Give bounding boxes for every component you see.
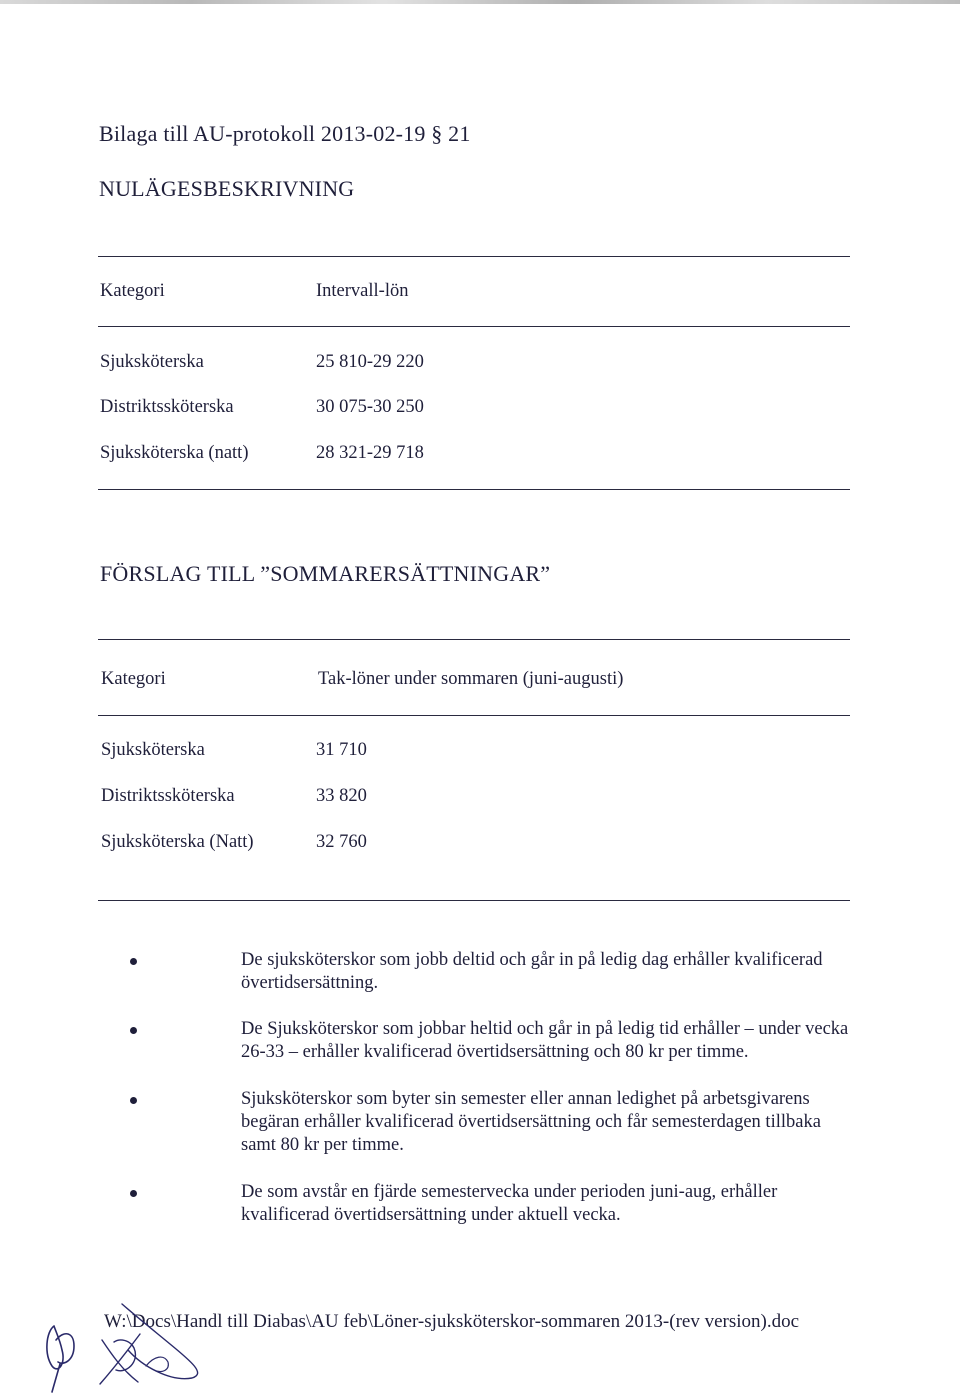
current-col-category-header: Kategori — [100, 281, 165, 301]
current-row-value: 30 075-30 250 — [316, 397, 424, 417]
bullet-text: De Sjuksköterskor som jobbar heltid och går in på ledig tid erhåller – under vecka 26-33 – erhåller kvalificerad övertidsersättning och 80 kr per timme. — [241, 1019, 849, 1062]
bullet-marker — [130, 1190, 137, 1197]
current-row-category: Sjuksköterska — [100, 352, 204, 372]
proposal-row-value: 33 820 — [316, 786, 367, 806]
proposal-row-category: Distriktssköterska — [101, 786, 235, 806]
footer-file-path: W:\Docs\Handl till Diabas\AU feb\Löner-sjuksköterskor-sommaren 2013-(rev version).doc — [104, 1311, 800, 1332]
current-row-value: 28 321-29 718 — [316, 443, 424, 463]
proposal-row-category: Sjuksköterska — [101, 740, 205, 760]
document-title: Bilaga till AU-protokoll 2013-02-19 § 21 — [99, 121, 471, 146]
table-rule-header — [98, 326, 850, 327]
bullet-text: De som avstår en fjärde semestervecka under perioden juni-aug, erhåller kvalificerad övertidsersättning under aktuell vecka. — [241, 1182, 778, 1225]
current-row-value: 25 810-29 220 — [316, 352, 424, 372]
proposal-rule-bottom — [98, 900, 850, 901]
table-rule-bottom — [98, 489, 850, 490]
current-col-value-header: Intervall-lön — [316, 281, 409, 301]
proposal-rule-top — [98, 639, 850, 640]
current-row-category: Distriktssköterska — [100, 397, 234, 417]
proposal-row-value: 32 760 — [316, 832, 367, 852]
proposal-row-value: 31 710 — [316, 740, 367, 760]
table-rule-top — [98, 256, 850, 257]
current-row-category: Sjuksköterska (natt) — [100, 443, 249, 463]
section-heading-current-state: NULÄGESBESKRIVNING — [99, 176, 355, 201]
proposal-rule-header — [98, 715, 850, 716]
bullet-marker — [130, 958, 137, 965]
bullet-marker — [130, 1097, 137, 1104]
bullet-text: Sjuksköterskor som byter sin semester eller annan ledighet på arbetsgivarens begäran erhåller kvalificerad övertidsersättning och får semesterdagen tillbaka samt 80 kr per timme. — [241, 1089, 821, 1155]
section-heading-proposal: FÖRSLAG TILL ”SOMMARERSÄTTNINGAR” — [100, 561, 551, 586]
handwritten-signature — [30, 1270, 230, 1394]
bullet-text: De sjuksköterskor som jobb deltid och går in på ledig dag erhåller kvalificerad övertidsersättning. — [241, 950, 823, 993]
scan-edge — [0, 0, 960, 4]
proposal-col-value-header: Tak-löner under sommaren (juni-augusti) — [318, 669, 624, 689]
bullet-marker — [130, 1027, 137, 1034]
proposal-col-category-header: Kategori — [101, 669, 166, 689]
proposal-row-category: Sjuksköterska (Natt) — [101, 832, 254, 852]
